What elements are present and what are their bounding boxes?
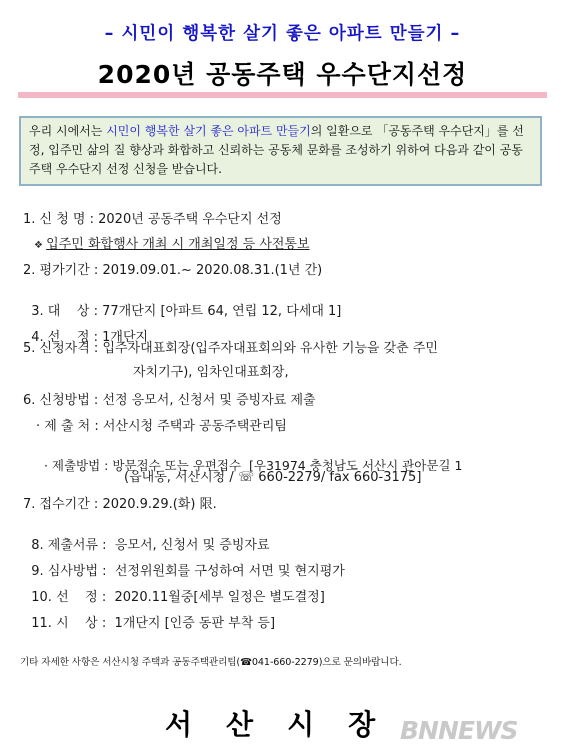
item-value: 77개단지 [아파트 64, 연립 12, 다세대 1] <box>102 304 342 319</box>
item-value: 1개단지 <box>102 330 149 345</box>
watermark-logo: BNNEWS <box>400 716 518 745</box>
item-sep: : <box>89 304 103 319</box>
item-value: (읍내동, 서산시청 / ☏ 660-2279/ fax 660-3175] <box>124 470 422 485</box>
item-value: 2020년 공동주택 우수단지 선정 <box>98 212 282 227</box>
item-value: 서산시청 주택과 공동주택관리팀 <box>102 419 287 434</box>
item-sep: : <box>89 263 103 278</box>
item-sep: : <box>89 330 103 345</box>
item-sep: : <box>89 393 103 408</box>
item-label: 11. 시 상 <box>31 616 98 631</box>
item-label: 7. 접수기간 <box>23 497 90 512</box>
list-item <box>23 337 438 356</box>
subtitle: – 시민이 행복한 살기 좋은 아파트 만들기 – <box>104 24 461 44</box>
item-value: 2019.09.01.~ 2020.08.31.(1년 간) <box>102 263 323 278</box>
item-value: 2020.9.29.(화) 限. <box>102 497 217 512</box>
list-item-continued <box>133 361 289 380</box>
issuer-signature: 서산시장 <box>165 708 410 741</box>
intro-box <box>19 116 542 186</box>
item-value: 자치기구), 임차인대표회장, <box>133 365 289 380</box>
intro-text-end: 의 일환으로 「공동주택 우수단지」를 선정, 입주민 삶의 질 향상과 화합하고 신뢰하는 공동체 문화를 조성하기 위하여 다음과 같이 공동주택 우수단지 선정 신청을 받습니다. <box>29 124 524 176</box>
page-title: 2020년 공동주택 우수단지선정 <box>97 60 468 89</box>
list-item <box>23 208 282 227</box>
item-value: 1개단지 [인증 동판 부착 등] <box>110 616 276 631</box>
item-sep: : <box>90 419 103 434</box>
item-label: 2. 평가기간 <box>23 263 90 278</box>
list-item-continued <box>124 466 421 485</box>
intro-text-start: 우리 시에서는 <box>29 124 107 138</box>
title-underline-bar <box>18 92 547 98</box>
item-sep: : <box>85 212 99 227</box>
intro-highlight: 시민이 행복한 살기 좋은 아파트 만들기 <box>106 124 311 138</box>
item-label: 10. 선 정 <box>31 590 98 605</box>
item-value: 선정위원회를 구성하여 서면 및 현지평가 <box>110 564 345 579</box>
list-item <box>23 597 275 631</box>
item-value: 입주자대표회장(입주자대표회의와 유사한 기능을 갖춘 주민 <box>102 341 438 356</box>
contact-notice: 기타 자세한 사항은 서산시청 주택과 공동주택관리팀(☎041-660-2279)으로 문의바랍니다. <box>20 657 402 668</box>
item-label: 4. 선 정 <box>31 330 90 345</box>
item-label: · 제출방법 <box>43 458 101 473</box>
item-sep: : <box>89 497 103 512</box>
item-sep: : <box>98 564 111 579</box>
item-label: 3. 대 상 <box>31 304 90 319</box>
item-label: · 제 출 처 <box>36 419 91 434</box>
diamond-bullet-icon: ❖ <box>34 240 47 251</box>
item-label: 9. 심사방법 <box>31 564 99 579</box>
item-sep: : <box>98 538 111 553</box>
list-item <box>23 259 322 278</box>
list-item-note <box>34 233 310 252</box>
list-subitem <box>36 415 287 434</box>
item-value: 방문접수 또는 우편접수 [우31974 충청남도 서산시 관아문길 1 <box>112 458 463 473</box>
list-item <box>23 493 217 512</box>
item-value: 입주민 화합행사 개최 시 개최일정 등 사전통보 <box>46 237 310 252</box>
item-label: 1. 신 청 명 <box>23 212 86 227</box>
item-value: 선정 응모서, 신청서 및 증빙자료 제출 <box>102 393 316 408</box>
item-value: 응모서, 신청서 및 증빙자료 <box>110 538 270 553</box>
item-sep: : <box>100 458 113 473</box>
item-sep: : <box>89 341 103 356</box>
item-sep: : <box>97 616 111 631</box>
list-item <box>23 389 316 408</box>
item-label: 6. 신청방법 <box>23 393 90 408</box>
item-value: 2020.11월중[세부 일정은 별도결정] <box>110 590 325 605</box>
item-label: 8. 제출서류 <box>31 538 99 553</box>
item-sep: : <box>97 590 111 605</box>
item-label: 5. 신청자격 <box>23 341 90 356</box>
